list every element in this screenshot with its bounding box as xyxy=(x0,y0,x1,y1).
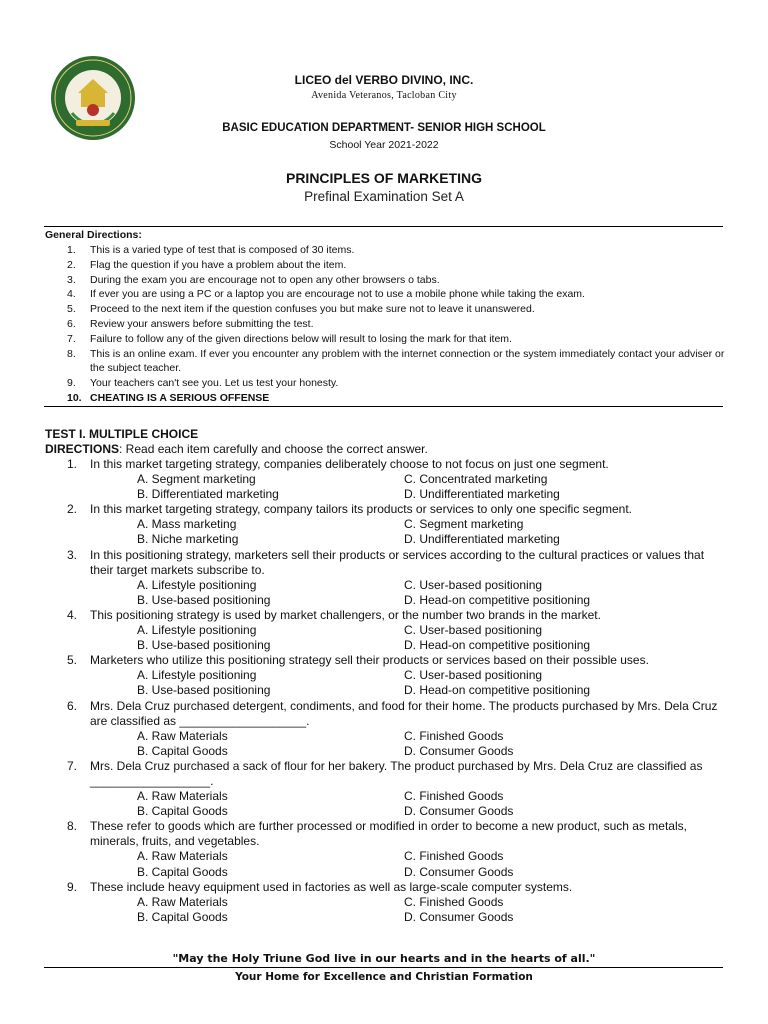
test-directions xyxy=(45,442,428,456)
question-text: In this positioning strategy, marketers sell their products or services according to the cultural practices or values that their target markets subscribe to. xyxy=(90,547,705,577)
direction-number: 7. xyxy=(67,332,76,345)
directions-label: DIRECTIONS xyxy=(45,442,120,456)
answer-option: C. User-based positioning xyxy=(404,577,543,592)
direction-text: Your teachers can't see you. Let us test your honesty. xyxy=(90,377,339,390)
general-directions-title: General Directions: xyxy=(45,229,142,241)
question-text: Mrs. Dela Cruz purchased a sack of flour for her bakery. The product purchased by Mrs. Dela Cruz are classified as __________________. xyxy=(90,758,703,788)
department-heading: BASIC EDUCATION DEPARTMENT- SENIOR HIGH SCHOOL xyxy=(222,122,546,134)
answer-option: B. Capital Goods xyxy=(137,909,228,924)
question-item xyxy=(45,759,730,819)
question-item xyxy=(45,653,730,698)
direction-text: This is an online exam. If ever you encounter any problem with the internet connection or the system immediately contact your adviser or the subject teacher. xyxy=(90,347,725,375)
answer-options xyxy=(45,578,730,608)
question-text: Mrs. Dela Cruz purchased detergent, condiments, and food for their home. The products purchased by Mrs. Dela Cruz are classified as ___________________. xyxy=(90,698,718,728)
question-number: 1. xyxy=(67,457,78,471)
direction-text: CHEATING IS A SERIOUS OFFENSE xyxy=(90,391,270,404)
answer-options xyxy=(45,517,730,547)
question-stem xyxy=(45,653,730,668)
answer-options xyxy=(45,668,730,698)
answer-option: A. Lifestyle positioning xyxy=(137,577,257,592)
direction-text: This is a varied type of test that is composed of 30 items. xyxy=(90,244,355,256)
question-item xyxy=(45,819,730,879)
answer-option: D. Head-on competitive positioning xyxy=(404,683,591,698)
question-text: In this market targeting strategy, company tailors its products or services to only one specific segment. xyxy=(90,502,633,517)
answer-option: C. Finished Goods xyxy=(404,728,504,743)
question-text: These refer to goods which are further processed or modified in order to become a new product, such as metals, minerals, fruits, and vegetables. xyxy=(90,819,687,849)
direction-number: 9. xyxy=(67,377,76,390)
answer-option: C. User-based positioning xyxy=(404,623,543,638)
divider xyxy=(44,226,723,227)
answer-options xyxy=(45,623,730,653)
question-item xyxy=(45,548,730,608)
question-stem xyxy=(45,699,730,729)
direction-item xyxy=(45,391,725,406)
answer-option: B. Use-based positioning xyxy=(137,683,271,698)
question-stem xyxy=(45,608,730,623)
direction-text: Review your answers before submitting the test. xyxy=(90,317,314,330)
question-text: Marketers who utilize this positioning strategy sell their products or services based on their possible uses. xyxy=(90,653,649,668)
answer-option: C. Finished Goods xyxy=(404,789,504,804)
answer-option: C. Segment marketing xyxy=(404,517,524,532)
direction-item xyxy=(45,317,725,332)
answer-option: B. Niche marketing xyxy=(137,532,239,547)
question-stem xyxy=(45,457,730,472)
question-item xyxy=(45,502,730,547)
answer-options xyxy=(45,895,730,925)
answer-option: D. Consumer Goods xyxy=(404,864,514,879)
answer-options xyxy=(45,789,730,819)
footer-divider xyxy=(44,967,723,968)
direction-text: If ever you are using a PC or a laptop you are encourage not to use a mobile phone while taking the exam. xyxy=(90,288,585,301)
question-number: 8. xyxy=(67,819,78,834)
direction-number: 1. xyxy=(67,244,76,256)
direction-number: 2. xyxy=(67,258,76,271)
school-name: LICEO del VERBO DIVINO, INC. xyxy=(294,73,474,87)
direction-number: 4. xyxy=(67,288,76,301)
direction-text: Failure to follow any of the given directions below will result to losing the mark for that item. xyxy=(90,332,512,345)
question-stem xyxy=(45,548,730,578)
direction-item xyxy=(45,273,725,288)
answer-options xyxy=(45,849,730,879)
question-number: 9. xyxy=(67,879,78,894)
answer-option: A. Lifestyle positioning xyxy=(137,668,257,683)
question-number: 6. xyxy=(67,698,78,713)
question-list xyxy=(45,457,730,925)
answer-option: C. Concentrated marketing xyxy=(404,472,548,487)
direction-item xyxy=(45,243,725,258)
answer-option: C. Finished Goods xyxy=(404,849,504,864)
question-number: 5. xyxy=(67,653,78,668)
question-stem xyxy=(45,819,730,849)
school-address: Avenida Veteranos, Tacloban City xyxy=(311,90,457,101)
answer-option: D. Undifferentiated marketing xyxy=(404,487,560,502)
direction-item xyxy=(45,287,725,302)
question-item xyxy=(45,880,730,925)
question-item xyxy=(45,457,730,502)
direction-item xyxy=(45,302,725,317)
answer-option: B. Capital Goods xyxy=(137,804,228,819)
answer-option: D. Undifferentiated marketing xyxy=(404,532,560,547)
answer-option: D. Head-on competitive positioning xyxy=(404,638,591,653)
answer-option: C. User-based positioning xyxy=(404,668,543,683)
directions-text: : Read each item carefully and choose the correct answer. xyxy=(119,442,428,456)
divider xyxy=(44,406,723,407)
question-text: These include heavy equipment used in factories as well as large-scale computer systems. xyxy=(90,879,573,894)
school-year: School Year 2021-2022 xyxy=(329,139,439,151)
direction-item xyxy=(45,332,725,347)
question-number: 7. xyxy=(67,758,78,773)
question-number: 4. xyxy=(67,607,78,622)
answer-option: D. Consumer Goods xyxy=(404,743,514,758)
question-stem xyxy=(45,502,730,517)
exam-title: Prefinal Examination Set A xyxy=(304,189,464,204)
question-stem xyxy=(45,880,730,895)
direction-item xyxy=(45,258,725,273)
direction-number: 5. xyxy=(67,303,76,316)
question-item xyxy=(45,608,730,653)
answer-options xyxy=(45,472,730,502)
answer-option: A. Lifestyle positioning xyxy=(137,623,257,638)
footer-motto: "May the Holy Triune God live in our hearts and in the hearts of all." xyxy=(172,952,596,965)
answer-option: D. Consumer Goods xyxy=(404,909,514,924)
answer-option: B. Differentiated marketing xyxy=(137,487,279,502)
answer-options xyxy=(45,729,730,759)
answer-option: C. Finished Goods xyxy=(404,894,504,909)
question-text: This positioning strategy is used by market challengers, or the number two brands in the market. xyxy=(90,607,601,622)
answer-option: A. Raw Materials xyxy=(137,894,228,909)
answer-option: D. Consumer Goods xyxy=(404,804,514,819)
question-number: 3. xyxy=(67,547,78,562)
answer-option: B. Use-based positioning xyxy=(137,592,271,607)
question-item xyxy=(45,699,730,759)
direction-number: 8. xyxy=(67,347,76,360)
answer-option: A. Segment marketing xyxy=(137,472,256,487)
direction-item xyxy=(45,347,725,377)
subject-title: PRINCIPLES OF MARKETING xyxy=(285,170,482,186)
answer-option: D. Head-on competitive positioning xyxy=(404,592,591,607)
answer-option: B. Capital Goods xyxy=(137,864,228,879)
question-text: In this market targeting strategy, companies deliberately choose to not focus on just one segment. xyxy=(90,457,609,471)
direction-item xyxy=(45,376,725,391)
direction-text: Flag the question if you have a problem about the item. xyxy=(90,258,347,271)
answer-option: A. Mass marketing xyxy=(137,517,237,532)
direction-text: During the exam you are encourage not to open any other browsers o tabs. xyxy=(90,273,440,286)
answer-option: A. Raw Materials xyxy=(137,728,228,743)
question-number: 2. xyxy=(67,502,78,517)
direction-text: Proceed to the next item if the question confuses you but make sure not to leave it unanswered. xyxy=(90,303,535,316)
direction-number: 6. xyxy=(67,317,76,330)
footer-tagline: Your Home for Excellence and Christian Formation xyxy=(235,971,533,983)
answer-option: A. Raw Materials xyxy=(137,789,228,804)
direction-number: 10. xyxy=(67,391,82,404)
general-directions-list xyxy=(45,243,725,406)
test-title: TEST I. MULTIPLE CHOICE xyxy=(45,427,199,441)
question-stem xyxy=(45,759,730,789)
answer-option: A. Raw Materials xyxy=(137,849,228,864)
answer-option: B. Use-based positioning xyxy=(137,638,271,653)
direction-number: 3. xyxy=(67,273,76,286)
answer-option: B. Capital Goods xyxy=(137,743,228,758)
